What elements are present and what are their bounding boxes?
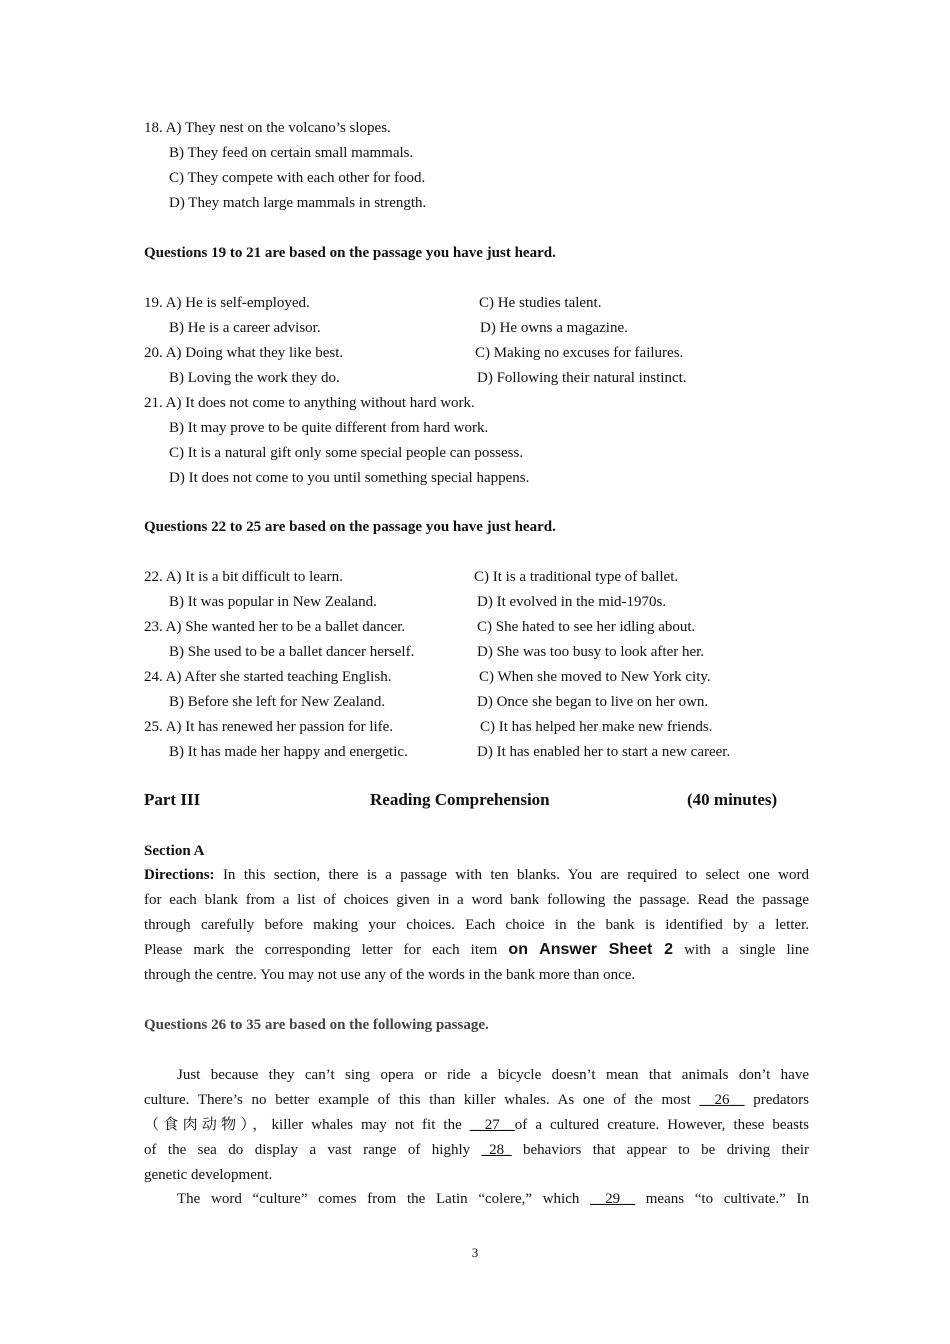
passage-p1-line-2 [144, 1090, 809, 1110]
q18-option-c: C) They compete with each other for food. [169, 170, 426, 186]
q23-option-a: 23. A) She wanted her to be a ballet dancer. [144, 619, 406, 635]
blank-29: __29__ [590, 1191, 636, 1207]
part-label: Part III [144, 790, 201, 809]
q24-option-d: D) Once she began to live on her own. [477, 694, 709, 710]
directions-text-4c: with a single line [684, 942, 810, 958]
blank-27: __27__ [469, 1117, 515, 1133]
part-time: (40 minutes) [687, 790, 778, 809]
q20-option-b: B) Loving the work they do. [169, 370, 340, 386]
answer-sheet-label: on Answer Sheet 2 [508, 941, 673, 958]
passage-text: （食肉动物），killer whales may not fit the [144, 1117, 462, 1133]
q23-option-d: D) She was too busy to look after her. [477, 644, 705, 660]
passage-text: culture. There’s no better example of this than killer whales. As one of the most [144, 1092, 691, 1108]
directions-label: Directions: [144, 867, 215, 883]
q22-option-c: C) It is a traditional type of ballet. [474, 569, 679, 585]
q20-option-d: D) Following their natural instinct. [477, 370, 687, 386]
blank-28: _28_ [481, 1142, 512, 1158]
q21-option-c: C) It is a natural gift only some special people can possess. [169, 445, 524, 461]
heading-questions-26-35: Questions 26 to 35 are based on the following passage. [144, 1017, 489, 1033]
directions-text-1: In this section, there is a passage with ten blanks. You are required to select one word [222, 867, 809, 883]
q21-option-a: 21. A) It does not come to anything without hard work. [144, 395, 475, 411]
q25-option-d: D) It has enabled her to start a new career. [477, 744, 731, 760]
q24-option-a: 24. A) After she started teaching English. [144, 669, 392, 685]
q25-option-c: C) It has helped her make new friends. [480, 719, 713, 735]
q19-option-a: 19. A) He is self-employed. [144, 295, 310, 311]
passage-text: The word “culture” comes from the Latin “colere,” which [177, 1191, 580, 1207]
q23-option-c: C) She hated to see her idling about. [477, 619, 696, 635]
directions-line-3: through carefully before making your choices. Each choice in the bank is identified by a letter. [144, 917, 809, 933]
blank-26: __26__ [699, 1092, 745, 1108]
q18-option-d: D) They match large mammals in strength. [169, 195, 427, 211]
q25-option-b: B) It has made her happy and energetic. [169, 744, 408, 760]
q25-option-a: 25. A) It has renewed her passion for life. [144, 719, 394, 735]
q18-option-a: 18. A) They nest on the volcano’s slopes. [144, 120, 391, 136]
q18-option-b: B) They feed on certain small mammals. [169, 145, 414, 161]
heading-questions-22-25: Questions 22 to 25 are based on the passage you have just heard. [144, 519, 556, 535]
passage-p1-line-4 [144, 1140, 809, 1160]
passage-p2-line-1 [177, 1189, 809, 1209]
passage-text: predators [753, 1092, 810, 1108]
q20-option-a: 20. A) Doing what they like best. [144, 345, 344, 361]
directions-line-5: through the centre. You may not use any of the words in the bank more than once. [144, 967, 636, 983]
part-title: Reading Comprehension [370, 790, 550, 809]
passage-text: of a cultured creature. However, these beasts [514, 1117, 809, 1133]
q19-option-d: D) He owns a magazine. [480, 320, 628, 336]
passage-p1-line-5: genetic development. [144, 1167, 273, 1183]
q20-option-c: C) Making no excuses for failures. [475, 345, 684, 361]
q21-option-d: D) It does not come to you until something special happens. [169, 470, 530, 486]
q22-option-b: B) It was popular in New Zealand. [169, 594, 377, 610]
q22-option-a: 22. A) It is a bit difficult to learn. [144, 569, 343, 585]
passage-text: of the sea do display a vast range of highly [144, 1142, 471, 1158]
passage-text: means “to cultivate.” In [645, 1191, 810, 1207]
directions-line-2: for each blank from a list of choices given in a word bank following the passage. Read the passage [144, 892, 809, 908]
passage-p1-line-3 [144, 1115, 809, 1135]
passage-text: behaviors that appear to be driving their [523, 1142, 810, 1158]
q22-option-d: D) It evolved in the mid-1970s. [477, 594, 667, 610]
q19-option-b: B) He is a career advisor. [169, 320, 321, 336]
q24-option-b: B) Before she left for New Zealand. [169, 694, 386, 710]
directions-text-4a: Please mark the corresponding letter for each item [144, 942, 498, 958]
section-title: Section A [144, 843, 205, 859]
q19-option-c: C) He studies talent. [479, 295, 602, 311]
passage-p1-line-1: Just because they can’t sing opera or ride a bicycle doesn’t mean that animals don’t have [177, 1067, 809, 1083]
page-number: 3 [471, 1245, 479, 1260]
directions-line-1 [144, 865, 809, 885]
q24-option-c: C) When she moved to New York city. [479, 669, 711, 685]
q23-option-b: B) She used to be a ballet dancer herself. [169, 644, 415, 660]
heading-questions-19-21: Questions 19 to 21 are based on the passage you have just heard. [144, 245, 556, 261]
directions-line-4 [144, 940, 809, 960]
q21-option-b: B) It may prove to be quite different from hard work. [169, 420, 489, 436]
